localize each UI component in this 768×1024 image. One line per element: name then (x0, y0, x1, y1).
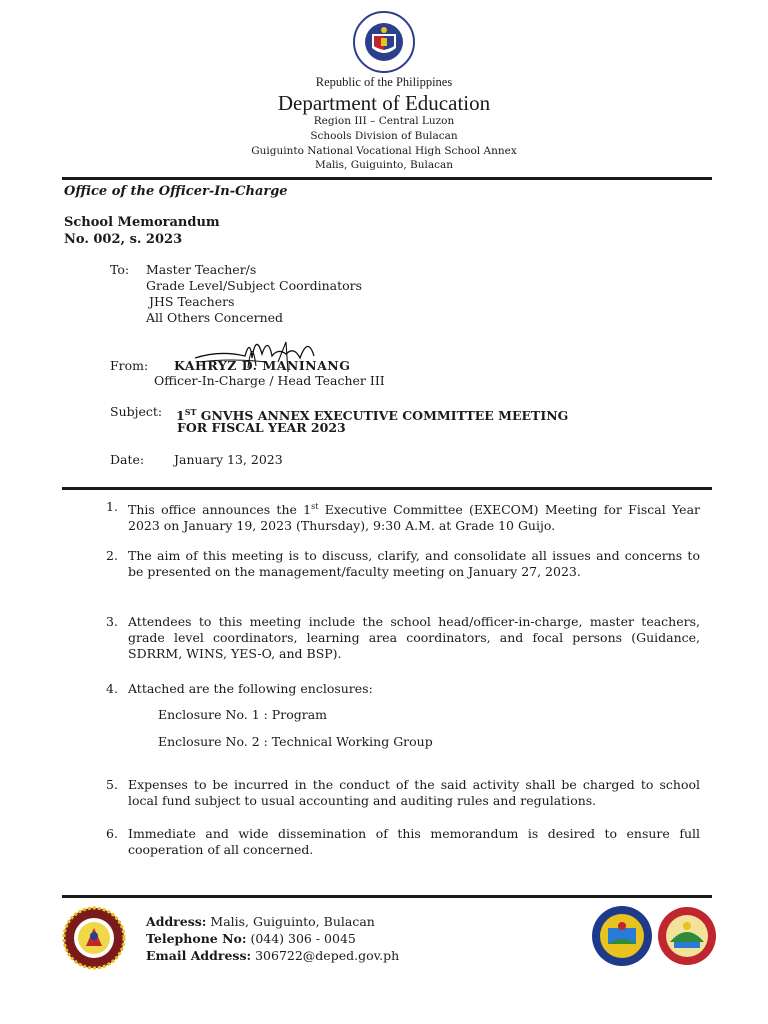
footer-divider (62, 895, 712, 898)
from-label: From: (110, 358, 149, 373)
republic-heading: Republic of the Philippines (315, 75, 453, 89)
footer-email: Email Address: 306722@deped.gov.ph (146, 948, 400, 963)
region-line: Region III – Central Luzon (313, 115, 455, 127)
division-line: Schools Division of Bulacan (310, 130, 458, 142)
memo-title: School Memorandum (64, 215, 220, 230)
recipient-item: Grade Level/Subject Coordinators (146, 278, 363, 293)
item-number: 2. (106, 548, 118, 563)
recipient-item: Master Teacher/s (146, 262, 257, 277)
province-seal-logo (656, 904, 718, 968)
division-seal-logo (590, 904, 654, 968)
office-heading: Office of the Officer-In-Charge (64, 184, 288, 199)
footer-telephone: Telephone No: (044) 306 - 0045 (146, 931, 356, 946)
school-seal-logo (62, 906, 126, 970)
item-paragraph: Immediate and wide dissemination of this memorandum is desired to ensure full cooperation of all concerned. (128, 826, 700, 857)
item-paragraph: Expenses to be incurred in the conduct of the said activity shall be charged to school local fund subject to usual accounting and auditing rules and regulations. (128, 777, 700, 808)
to-label: To: (110, 262, 130, 277)
item-paragraph: This office announces the 1st Executive Committee (EXECOM) Meeting for Fiscal Year 2023 on January 19, 2023 (Thursday), 9:30 A.M. at Grade 10 Guijo. (128, 502, 700, 534)
item-number: 1. (106, 499, 118, 514)
body-divider (62, 487, 712, 490)
header-divider (62, 177, 712, 180)
subject-line-2: FOR FISCAL YEAR 2023 (177, 420, 346, 435)
department-heading: Department of Education (277, 91, 491, 115)
date-label: Date: (110, 452, 145, 467)
enclosure-item: Enclosure No. 1 : Program (158, 707, 328, 722)
footer-address: Address: Malis, Guiguinto, Bulacan (146, 914, 375, 929)
item-number: 6. (106, 826, 118, 841)
signature (190, 328, 330, 380)
subject-line-1: 1ST GNVHS ANNEX EXECUTIVE COMMITTEE MEETING (176, 407, 569, 424)
item-number: 3. (106, 614, 118, 629)
item-paragraph: The aim of this meeting is to discuss, clarify, and consolidate all issues and concerns to be presented on the management/faculty meeting on January 27, 2023. (128, 548, 700, 579)
item-paragraph: Attendees to this meeting include the school head/officer-in-charge, master teachers, grade level coordinators, learning area coordinators, and focal persons (Guidance, SDRRM, WINS, YES-O, and BSP). (128, 614, 700, 661)
enclosure-item: Enclosure No. 2 : Technical Working Group (158, 734, 433, 749)
recipient-item: JHS Teachers (149, 294, 235, 309)
item-paragraph: Attached are the following enclosures: (128, 681, 373, 696)
school-name-line: Guiguinto National Vocational High School Annex (251, 145, 517, 157)
sender-name: KAHRYZ D. MANINANG (174, 358, 351, 373)
memo-date: January 13, 2023 (174, 452, 283, 467)
recipient-item: All Others Concerned (146, 310, 284, 325)
item-number: 4. (106, 681, 118, 696)
item-number: 5. (106, 777, 118, 792)
deped-seal-logo (348, 10, 420, 74)
memo-number: No. 002, s. 2023 (64, 232, 183, 247)
subject-label: Subject: (110, 404, 163, 419)
school-address-line: Malis, Guiguinto, Bulacan (314, 159, 454, 171)
sender-title: Officer-In-Charge / Head Teacher III (154, 373, 385, 388)
